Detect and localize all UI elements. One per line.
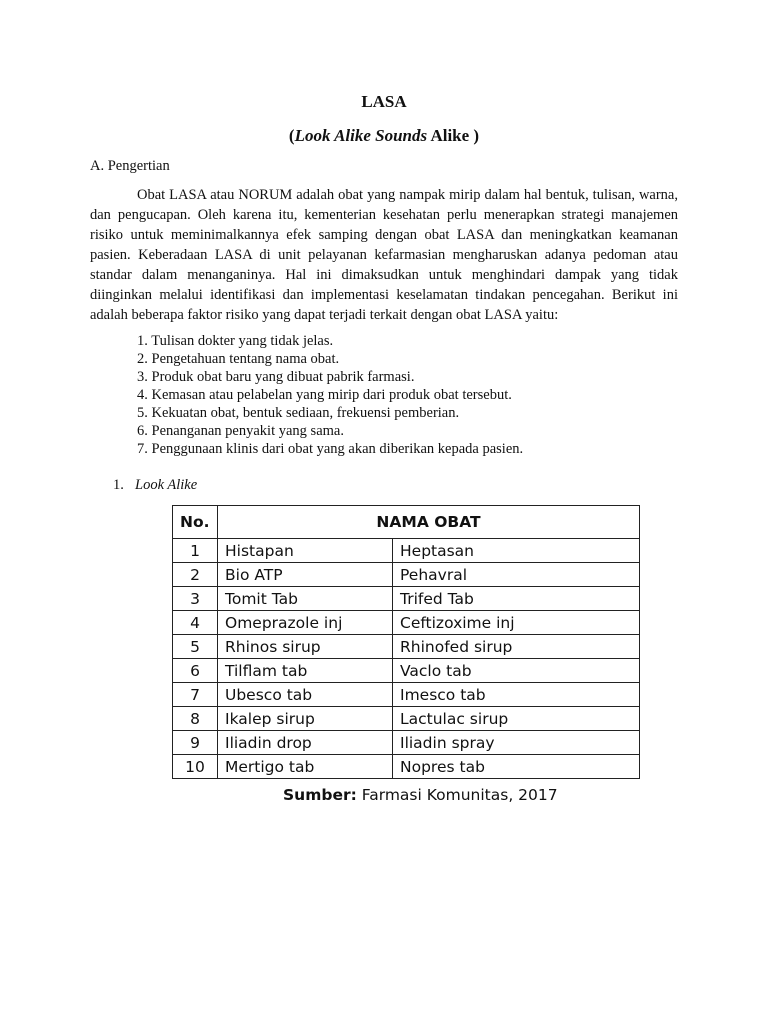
- subsection-heading-look-alike: [113, 477, 197, 494]
- row-number: 3: [173, 587, 218, 611]
- drug-name-b: Vaclo tab: [393, 659, 640, 683]
- section-heading-pengertian: A. Pengertian: [90, 158, 170, 174]
- table-source-caption: [283, 786, 558, 804]
- drug-name-b: Lactulac sirup: [393, 707, 640, 731]
- table-row: [173, 635, 640, 659]
- risk-factor-list: [137, 332, 523, 458]
- intro-paragraph: Obat LASA atau NORUM adalah obat yang nampak mirip dalam hal bentuk, tulisan, warna, dan pengucapan. Oleh karena itu, kementerian kesehatan perlu menerapkan strategi manajemen risiko untuk meminimalkannya efek samping dengan obat LASA dan meningkatkan keamanan pasien. Keberadaan LASA di unit pelayanan kefarmasian mengharuskan adanya pedoman atau standar dalam menanganinya. Hal ini dimaksudkan untuk menghindari dampak yang tidak diinginkan melalui identifikasi dan implementasi keselamatan tindakan pencegahan. Berikut ini adalah beberapa faktor risiko yang dapat terjadi terkait dengan obat LASA yaitu:: [90, 187, 678, 323]
- list-item: 6. Penanganan penyakit yang sama.: [137, 423, 344, 439]
- row-number: 2: [173, 563, 218, 587]
- list-item: 5. Kekuatan obat, bentuk sediaan, frekuensi pemberian.: [137, 405, 460, 421]
- row-number: 6: [173, 659, 218, 683]
- doc-title: LASA: [361, 92, 407, 111]
- row-number: 1: [173, 539, 218, 563]
- row-number: 10: [173, 755, 218, 779]
- drug-name-a: Tomit Tab: [218, 587, 393, 611]
- table-row: [173, 659, 640, 683]
- list-item: 7. Penggunaan klinis dari obat yang akan diberikan kepada pasien.: [137, 441, 524, 457]
- drug-name-a: Bio ATP: [218, 563, 393, 587]
- table-row: [173, 587, 640, 611]
- drug-name-a: Omeprazole inj: [218, 611, 393, 635]
- subtitle-rest: Alike ): [427, 126, 480, 145]
- row-number: 8: [173, 707, 218, 731]
- look-alike-drug-table: [172, 505, 640, 779]
- list-item: 4. Kemasan atau pelabelan yang mirip dari produk obat tersebut.: [137, 387, 512, 403]
- drug-name-a: Ubesco tab: [218, 683, 393, 707]
- drug-name-a: Tilflam tab: [218, 659, 393, 683]
- drug-name-b: Rhinofed sirup: [393, 635, 640, 659]
- drug-name-a: Ikalep sirup: [218, 707, 393, 731]
- doc-subtitle: [0, 126, 768, 146]
- subtitle-italic: Look Alike Sounds: [294, 126, 428, 145]
- table-row: [173, 683, 640, 707]
- drug-name-b: Ceftizoxime inj: [393, 611, 640, 635]
- row-number: 7: [173, 683, 218, 707]
- table-header-row: [173, 506, 640, 539]
- table-row: [173, 611, 640, 635]
- row-number: 4: [173, 611, 218, 635]
- subsection-number: 1.: [113, 477, 124, 493]
- row-number: 9: [173, 731, 218, 755]
- list-item: 1. Tulisan dokter yang tidak jelas.: [137, 333, 334, 349]
- source-text: Farmasi Komunitas, 2017: [356, 786, 558, 804]
- drug-name-a: Mertigo tab: [218, 755, 393, 779]
- table-row: [173, 731, 640, 755]
- drug-name-b: Imesco tab: [393, 683, 640, 707]
- drug-name-b: Pehavral: [393, 563, 640, 587]
- drug-name-b: Heptasan: [393, 539, 640, 563]
- table-row: [173, 707, 640, 731]
- list-item: 3. Produk obat baru yang dibuat pabrik farmasi.: [137, 369, 415, 385]
- list-item: 2. Pengetahuan tentang nama obat.: [137, 351, 340, 367]
- drug-name-b: Nopres tab: [393, 755, 640, 779]
- drug-name-b: Iliadin spray: [393, 731, 640, 755]
- table-row: [173, 539, 640, 563]
- drug-name-a: Rhinos sirup: [218, 635, 393, 659]
- subtitle-open: (: [288, 126, 295, 145]
- source-label: Sumber:: [283, 786, 357, 804]
- drug-name-b: Trifed Tab: [393, 587, 640, 611]
- drug-name-a: Histapan: [218, 539, 393, 563]
- table-row: [173, 563, 640, 587]
- subsection-title: Look Alike: [135, 477, 198, 493]
- drug-name-a: Iliadin drop: [218, 731, 393, 755]
- header-no: No.: [173, 506, 218, 539]
- header-drug-name: NAMA OBAT: [218, 506, 640, 539]
- table-row: [173, 755, 640, 779]
- row-number: 5: [173, 635, 218, 659]
